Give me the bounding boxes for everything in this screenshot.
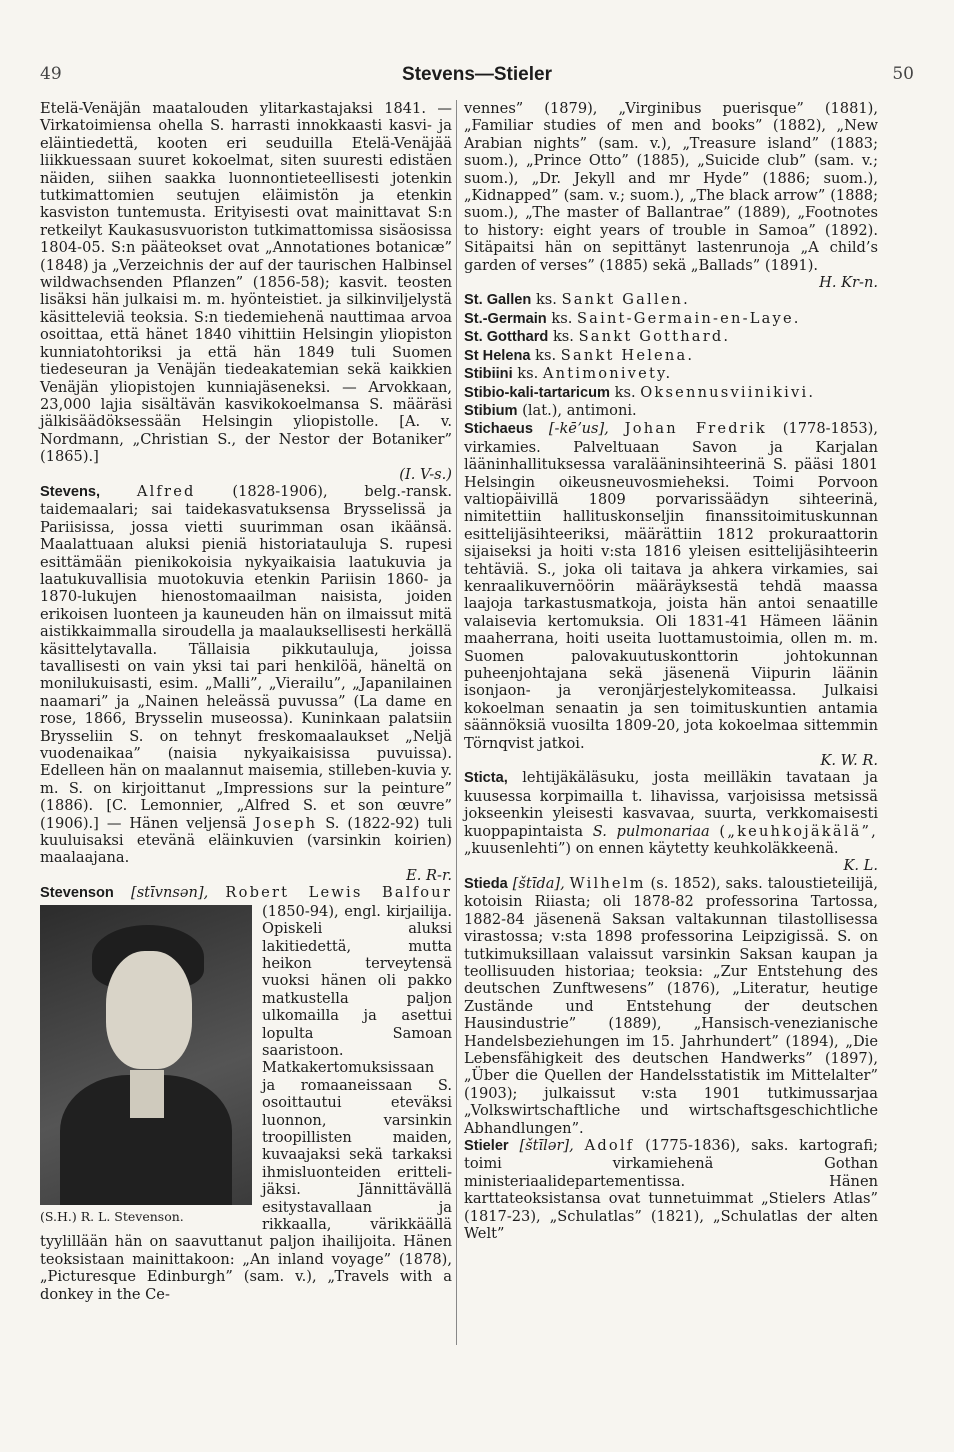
entry-st-gallen	[464, 291, 878, 309]
vernacular-name: („keuhkojäkälä”,	[719, 822, 879, 840]
given-name: Johan Fredrik	[624, 420, 767, 438]
portrait-figure	[40, 905, 252, 1225]
entry-text: (s. 1852), saks. taloustieteilijä, kotoisin Riiasta; oli 1878-82 professorina Tartossa, 1882-84 jäsenenä Saksan valtakunnan tilastollisessa virastossa; v:sta 1898 professorina Leipzigissä. S. on tutkimuksillaan valaissut varsinkin Saksan kaupan ja teollisuuden historiaa; teoksia: „Zur Entstehung des deutschen Zunftwesens” (1876), „Literatur, heutige Zustände und Entstehung der deutschen Hausindustrie” (1889), „Hansisch-venezianische Handelsbeziehungen im 15. Jahrhundert” (1894), „Die Lebensfähigkeit des deutschen Handwerks” (1897), „Über die Quellen der Handelsstatistik im Mittelalter” (1903); julkaissut v:sta 1901 tutkimussarjaa „Volkswirtschaftliche und wirtschaftsgeschichtliche Abhandlungen”.	[464, 874, 879, 1137]
given-name: Alfred	[136, 482, 196, 500]
headword: Sticta,	[464, 770, 508, 787]
entry-text: ks.	[551, 309, 573, 327]
entry-stieler	[464, 1137, 878, 1242]
headword: St. Gotthard	[464, 329, 549, 346]
running-title: Stevens—Stieler	[402, 64, 552, 85]
entry-continuation	[464, 100, 878, 291]
entry-text: ks.	[535, 346, 557, 364]
pronunciation: [štīda],	[512, 874, 565, 892]
author-signature: (I. V-s.)	[399, 465, 452, 483]
headword: Stibium	[464, 402, 518, 419]
entry-text: ks.	[614, 383, 636, 401]
headword: Stichaeus	[464, 421, 533, 438]
cross-reference: Saint-Germain-en-Laye.	[576, 309, 801, 327]
given-name: Adolf	[584, 1136, 635, 1154]
portrait-collar	[130, 1070, 164, 1118]
entry-text: (1775-1836), saks. kartografi; toimi virkamiehenä Gothan ministeriaalidepartementissa. Hänen karttateoksistansa ovat tunnetuimmat „Stielers Atlas” (1817-23), „Schulatlas” (1821), „Schulatlas der alten Welt”	[464, 1136, 878, 1242]
entry-text: (1850-94), engl. kirjailija. Opiskeli aluksi lakitiedettä, mutta heikon terveytensä vuoksi hänen oli pakko matkustella paljon ulkomailla ja asettui lopulta Samoan saaristoon. Matkakertomuksissaan ja romaaneissaan S. osoittautui eteväksi luonnon, varsinkin troopillisten maiden, kuvaajaksi sekä tarkaksi ihmisluonteiden erittelijäksi. Jännittävällä esitystavallaan ja rikkaalla, värikkäällä tyylillään hän on saavuttanut paljon ihailijoita. Hänen teoksistaan mainittakoon: „An inland voyage” (1878), „Picturesque Edinburgh” (sam. v.), „Travels with a donkey in the Ce-	[40, 902, 452, 1303]
right-page-number: 50	[892, 64, 914, 84]
given-name: Robert Lewis Balfour	[225, 884, 452, 902]
headword: St. Gallen	[464, 292, 532, 309]
pronunciation: [-kēʼus],	[548, 420, 609, 438]
headword: Stieda	[464, 875, 508, 892]
entry-text: (1778-1853), virkamies. Palveltuaan Savon ja Karjalan lääninhallituksessa varalääninsihteerinä S. pääsi 1801 Helsingin oikeusneuvosmieheksi. Toimi Porvoon valtiopäivillä 1809 porvarissäädyn sihteerinä, nimitettiin hallituskonseljin finanssitoimituskunnan esittelijäsihteeriksi, määrättiin 1812 prokuraattorin sijaiseksi ja hoiti v:sta 1816 yleisen esittelijäsihteerin tehtäviä. S., joka oli taitava ja ahkera virkamies, sai kenraalikuvernöörin määräyksestä tehdä maassa laajoja tarkastusmatkoja, joista hän antoi senaatille valaisevia kertomuksia. Oli 1831-41 Hämeen läänin maaherrana, hoiti useita luottamustoimia, ollen m. m. Suomen palovakuutuskonttorin johtokunnan puheenjohtajana sekä jäsenenä Viipurin läänin isonjaon- ja veronjärjestelykomiteassa. Julkaisi kokoelman senaatin ja sen toimituskuntien antamia säännöksiä vuosilta 1809-20, jota kokoelmaa sittemmin Törnqvist jatkoi.	[464, 420, 879, 752]
brother-name: Joseph	[254, 814, 318, 832]
portrait-face	[106, 951, 192, 1069]
entry-text: ks.	[535, 291, 557, 309]
headword: St.-Germain	[464, 310, 547, 327]
entry-text: ks.	[552, 328, 574, 346]
cross-reference: Sankt Gallen.	[561, 291, 690, 309]
given-name: Wilhelm	[569, 874, 646, 892]
portrait-caption: (S.H.) R. L. Stevenson.	[40, 1208, 184, 1224]
left-page-number: 49	[40, 64, 62, 84]
entry-text: „kuusenlehti”) on ennen käytetty keuhkoläkkeenä.	[464, 840, 839, 858]
portrait-image	[40, 905, 252, 1205]
entry-text: Etelä-Venäjän maatalouden ylitarkastajaksi 1841. — Virkatoimiensa ohella S. harrasti innokkaasti kasvi- ja eläintiedettä, kooten eri seuduilla Etelä-Venäjää liikkuessaan suuret kokoelmat, siten suuresti edistäen näiden, siihen saakka luonnontieteellisesti jotenkin tutkimattomien seutujen eläimistön ja etenkin kasviston tuntemusta. Erityisesti ovat mainittavat S:n retkeilyt Kaukasusvuoriston tutkimattomissa sisäosissa 1804-05. S:n pääteokset ovat „Annotationes botanicæ” (1848) ja „Verzeichnis der auf der taurischen Halbinsel wildwachsenden Pflanzen” (1856-58); kasvit. teosten lisäksi hän julkaisi m. m. hyönteistiet. ja silkinviljelystä käsitteleviä teoksia. S:n tiedemiehenä nauttimaa arvoa osoittaa, että hänet 1840 vihittiin Helsingin yliopiston kunniatohtoriksi ja että hän 1849 tuli Suomen tiedeseuran ja Venäjän tiedeakatemian sekä kaikkien Venäjän yliopistojen kunniajäseneksi. — Arvokkaan, 23,000 lajia sisältävän kasvikokoelmansa S. määräsi jälkisäädöksessään Helsingin yliopistolle. [A. v. Nordmann, „Christian S., der Nestor der Botaniker” (1865).]	[40, 100, 452, 466]
page-header	[40, 64, 914, 88]
entry-st-germain	[464, 310, 878, 328]
author-signature: K. L.	[843, 857, 878, 875]
headword: St Helena	[464, 347, 531, 364]
headword: Stevenson	[40, 885, 114, 902]
entry-text: (1828-1906), belg.-ransk. taidemaalari; sai taidekasvatuksensa Brysselissä ja Pariisissa, jossa vietti suurimman osan ikäänsä. Maalattuaan aluksi pieniä historiatauluja S. rupesi esittämään pienikokoisia nykyaikaisia laatukuvia ja laatukuvallisia muotokuvia etenkin Pariisin 1860- ja 1870-lukujen hienostomaailman naisista, joiden erikoisen luonteen ja kauneuden hän on ilmaissut mitä aistikkaimmalla siroudella ja maalauksellisesti herkällä käsittelytavalla. Tällaisia pikkutauluja, joissa tavallisesti on vain yksi tai pari henkilöä, häneltä on monilukuisasti, esim. „Malli”, „Vierailu”, „Japanilainen naamari” ja „Nainen heleässä puvussa” (La dame en rose, 1866, Brysselin museossa). Kuninkaan palatsiin Brysseliin S. on tehnyt freskomaalaukset „Neljä vuodenaikaa” (naisia nykyaikaisissa puvuissa). Edelleen hän on maalannut maisemia, stilleben-kuvia y. m. S. on kirjoittanut „Impressions sur la peinture” (1886). [C. Lemonnier, „Alfred S. et son œuvre” (1906).] — Hänen veljensä	[40, 482, 453, 832]
entry-stevenson	[40, 884, 452, 1303]
entry-stibio-kali	[464, 384, 878, 402]
entry-text: (lat.), antimoni.	[522, 401, 637, 419]
author-signature: E. R-r.	[406, 866, 452, 884]
cross-reference: Oksennusviinikivi.	[640, 383, 816, 401]
author-signature: H. Kr-n.	[819, 274, 878, 292]
entry-text: lehtijäkäläsuku, josta meilläkin tavataan ja kuusessa korpimailla t. lihavissa, varjoisissa metsissä jokseenkin yleisesti kasvavaa, suurta, verkkomaisesti kuoppapintaista	[464, 769, 879, 840]
entry-stieda	[464, 875, 878, 1137]
cross-reference: Sankt Gotthard.	[578, 328, 731, 346]
entry-st-gotthard	[464, 328, 878, 346]
entry-stichaeus	[464, 420, 878, 769]
cross-reference: Sankt Helena.	[560, 346, 695, 364]
entry-text: ks.	[517, 365, 539, 383]
pronunciation: [štīlər],	[519, 1136, 574, 1154]
entry-st-helena	[464, 347, 878, 365]
species-name: S. pulmonariaa	[592, 822, 710, 840]
entry-continuation	[40, 100, 452, 483]
headword: Stevens,	[40, 483, 101, 500]
entry-stibiini	[464, 365, 878, 383]
entry-sticta	[464, 769, 878, 874]
headword: Stibio-kali-tartaricum	[464, 384, 610, 401]
right-column	[464, 100, 878, 1242]
entry-stevens-alfred	[40, 483, 452, 884]
headword: Stieler	[464, 1137, 509, 1154]
author-signature: K. W. R.	[820, 752, 878, 770]
pronunciation: [stīvnsən],	[131, 884, 209, 902]
column-divider	[456, 100, 457, 1345]
entry-text: vennes” (1879), „Virginibus puerisque” (1881), „Familiar studies of men and books” (1882), „New Arabian nights” (sam. v.), „Treasure island” (1883; suom.), „Prince Otto” (1885), „Suicide club” (sam. v.; suom.), „Dr. Jekyll and mr Hyde” (1886; suom.), „Kidnapped” (sam. v.; suom.), „The black arrow” (1888; suom.), „The master of Ballantrae” (1889), „Footnotes to history: eight years of trouble in Samoa” (1892). Sitäpaitsi hän on sepittänyt lastenrunoja „A child’s garden of verses” (1885) sekä „Ballads” (1891).	[464, 100, 878, 274]
cross-reference: Antimonivety.	[542, 365, 673, 383]
entry-stibium	[464, 402, 878, 420]
headword: Stibiini	[464, 366, 513, 383]
left-column	[40, 100, 452, 1303]
entry-text: S. (1822-92) tuli kuuluisaksi etevänä eläinkuvien (varsinkin koirien) maalaajana.	[40, 814, 453, 867]
